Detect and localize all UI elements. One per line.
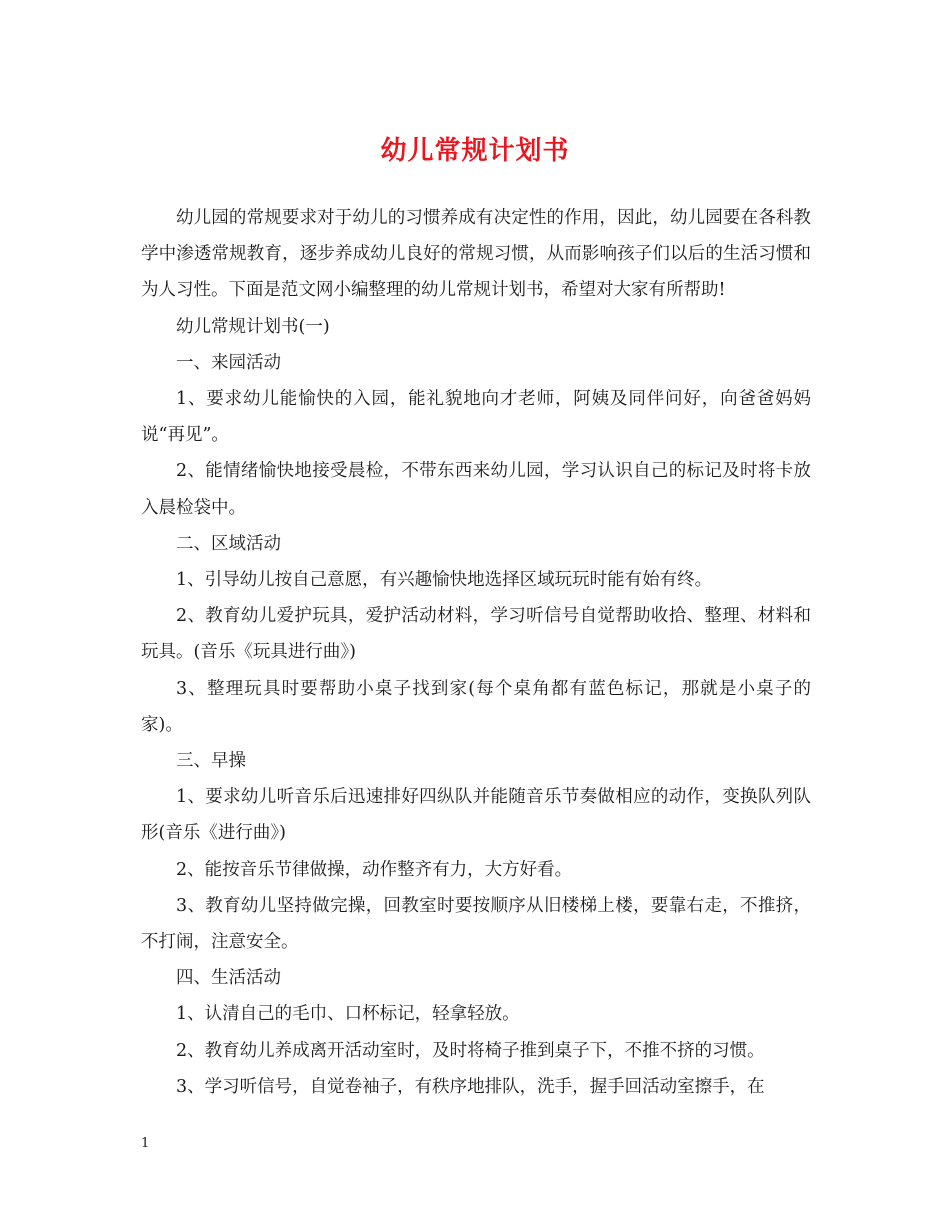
- section-heading-area: 二、区域活动: [176, 533, 281, 554]
- arrival-item-1: 1、要求幼儿能愉快的入园，能礼貌地向才老师，阿姨及同伴问好，向爸爸妈妈说“再见”。: [141, 389, 811, 446]
- document-title: 幼儿常规计划书: [380, 136, 570, 166]
- arrival-item-2: 2、能情绪愉快地接受晨检，不带东西来幼儿园，学习认识自己的标记及时将卡放入晨检袋中。: [141, 461, 811, 518]
- plan-subtitle: 幼儿常规计划书(一): [176, 316, 330, 337]
- document-body: [141, 200, 811, 1105]
- section-heading-morning-exercise: 三、早操: [176, 751, 246, 772]
- page-number: 1: [141, 1136, 150, 1151]
- section-heading-arrival: 一、来园活动: [176, 352, 281, 373]
- area-item-2: 2、教育幼儿爱护玩具，爱护活动材料，学习听信号自觉帮助收拾、整理、材料和玩具。(音乐《玩具进行曲》): [141, 606, 811, 663]
- area-item-3: 3、整理玩具时要帮助小桌子找到家(每个桌角都有蓝色标记，那就是小桌子的家)。: [141, 678, 811, 735]
- life-item-3: 3、学习听信号，自觉卷袖子，有秩序地排队，洗手，握手回活动室擦手，在: [176, 1076, 765, 1097]
- area-item-1: 1、引导幼儿按自己意愿，有兴趣愉快地选择区域玩玩时能有始有终。: [176, 570, 713, 591]
- exercise-item-3: 3、教育幼儿坚持做完操，回教室时要按顺序从旧楼梯上楼，要靠右走，不推挤，不打闹，注意安全。: [141, 895, 811, 953]
- life-item-1: 1、认清自己的毛巾、口杯标记，轻拿轻放。: [176, 1004, 520, 1025]
- section-heading-daily-life: 四、生活活动: [176, 968, 281, 989]
- life-item-2: 2、教育幼儿养成离开活动室时，及时将椅子推到桌子下，不推不挤的习惯。: [176, 1040, 765, 1061]
- exercise-item-1: 1、要求幼儿听音乐后迅速排好四纵队并能随音乐节奏做相应的动作，变换队列队形(音乐《进行曲》): [141, 787, 811, 844]
- intro-paragraph: 幼儿园的常规要求对于幼儿的习惯养成有决定性的作用，因此，幼儿园要在各科教学中渗透常规教育，逐步养成幼儿良好的常规习惯，从而影响孩子们以后的生活习惯和为人习性。下面是范文网小编整理的幼儿常规计划书，希望对大家有所帮助!: [141, 208, 811, 301]
- exercise-item-2: 2、能按音乐节律做操，动作整齐有力，大方好看。: [176, 859, 573, 880]
